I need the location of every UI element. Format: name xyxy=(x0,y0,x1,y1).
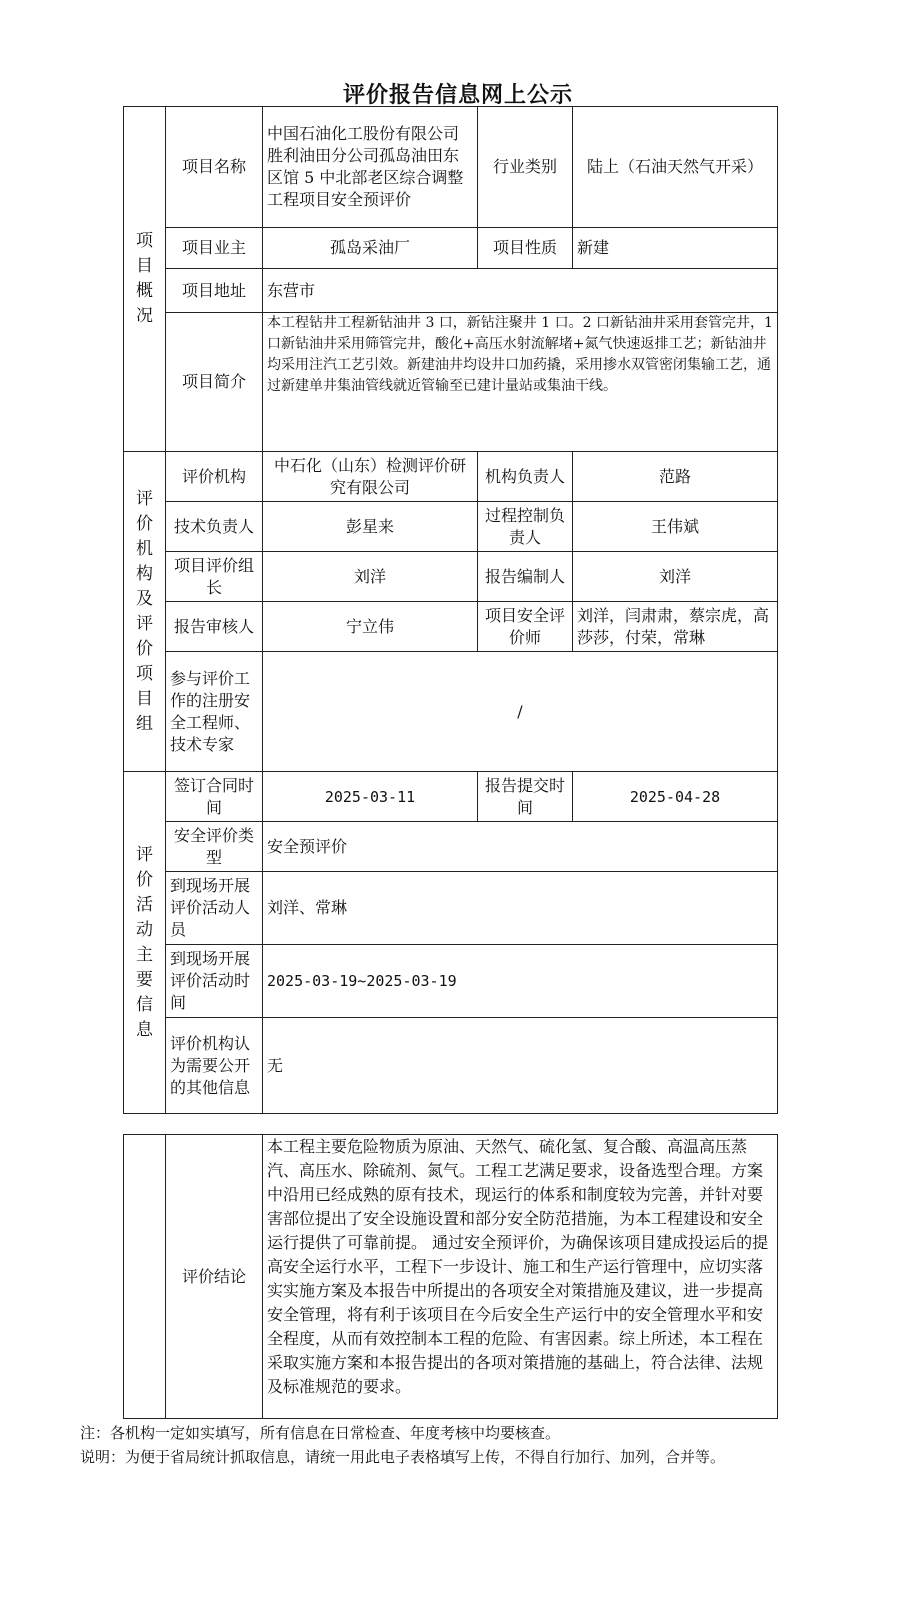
industry-value: 陆上（石油天然气开采） xyxy=(573,107,778,228)
safety-assessor-value: 刘洋，闫肃肃，蔡宗虎，高莎莎，付荣，常琳 xyxy=(573,602,778,652)
conclusion-table xyxy=(123,1134,778,1419)
report-writer-label: 报告编制人 xyxy=(478,552,573,602)
note-text: 注：各机构一定如实填写，所有信息在日常检查、年度考核中均要核查。 xyxy=(80,1424,561,1442)
engineers-value: / xyxy=(263,652,778,772)
submit-date-label: 报告提交时间 xyxy=(478,772,573,822)
onsite-time-value: 2025-03-19~2025-03-19 xyxy=(263,945,778,1018)
tech-head-value: 彭星来 xyxy=(263,502,478,552)
report-writer-value: 刘洋 xyxy=(573,552,778,602)
project-name-value: 中国石油化工股份有限公司胜利油田分公司孤岛油田东区馆 5 中北部老区综合调整工程项目安全预评价 xyxy=(263,107,478,228)
intro-value: 本工程钻井工程新钻油井 3 口，新钻注聚井 1 口。2 口新钻油井采用套管完井，1 口新钻油井采用筛管完井，酸化+高压水射流解堵+氮气快速返排工艺；新钻油井均采用注汽工艺引效。新建油井均设井口加药撬，采用掺水双管密闭集输工艺，通过新建单井集油管线就近管输至已建计量站或集油干线。 xyxy=(263,313,778,452)
assessment-type-value: 安全预评价 xyxy=(263,822,778,872)
nature-label: 项目性质 xyxy=(478,228,573,269)
page-title: 评价报告信息网上公示 xyxy=(342,82,573,108)
project-name-label: 项目名称 xyxy=(166,107,263,228)
other-info-value: 无 xyxy=(263,1018,778,1114)
tech-head-label: 技术负责人 xyxy=(166,502,263,552)
address-value: 东营市 xyxy=(263,269,778,313)
main-info-table xyxy=(123,106,778,1114)
section-org: 评价机构及评价项目组 xyxy=(124,452,166,772)
agency-value: 中石化（山东）检测评价研究有限公司 xyxy=(263,452,478,502)
assessment-type-label: 安全评价类型 xyxy=(166,822,263,872)
report-reviewer-value: 宁立伟 xyxy=(263,602,478,652)
owner-value: 孤岛采油厂 xyxy=(263,228,478,269)
report-reviewer-label: 报告审核人 xyxy=(166,602,263,652)
nature-value: 新建 xyxy=(573,228,778,269)
other-info-label: 评价机构认为需要公开的其他信息 xyxy=(166,1018,263,1114)
engineers-label: 参与评价工作的注册安全工程师、技术专家 xyxy=(166,652,263,772)
agency-head-label: 机构负责人 xyxy=(478,452,573,502)
conclusion-label: 评价结论 xyxy=(166,1135,263,1419)
process-control-value: 王伟斌 xyxy=(573,502,778,552)
team-leader-value: 刘洋 xyxy=(263,552,478,602)
contract-date-value: 2025-03-11 xyxy=(263,772,478,822)
section-overview: 项目概况 xyxy=(124,107,166,452)
conclusion-value: 本工程主要危险物质为原油、天然气、硫化氢、复合酸、高温高压蒸汽、高压水、除硫剂、氮气。工程工艺满足要求，设备选型合理。方案中沿用已经成熟的原有技术，现运行的体系和制度较为完善，并针对要害部位提出了安全设施设置和部分安全防范措施，为本工程建设和安全运行提供了可靠前提。 通过安全预评价，为确保该项目建成投运后的提高安全运行水平，工程下一步设计、施工和生产运行管理中，应切实落实实施方案及本报告中所提出的各项安全对策措施及建议，进一步提高安全管理，将有利于该项目在今后安全生产运行中的安全管理水平和安全程度，从而有效控制本工程的危险、有害因素。综上所述，本工程在采取实施方案和本报告提出的各项对策措施的基础上，符合法律、法规及标准规范的要求。 xyxy=(263,1135,778,1419)
agency-label: 评价机构 xyxy=(166,452,263,502)
section-activity: 评价活动主要信息 xyxy=(124,772,166,1114)
onsite-time-label: 到现场开展评价活动时间 xyxy=(166,945,263,1018)
intro-label: 项目简介 xyxy=(166,313,263,452)
industry-label: 行业类别 xyxy=(478,107,573,228)
explain-text: 说明：为便于省局统计抓取信息，请统一用此电子表格填写上传，不得自行加行、加列，合并等。 xyxy=(80,1448,726,1466)
submit-date-value: 2025-04-28 xyxy=(573,772,778,822)
onsite-people-label: 到现场开展评价活动人员 xyxy=(166,872,263,945)
safety-assessor-label: 项目安全评价师 xyxy=(478,602,573,652)
process-control-label: 过程控制负责人 xyxy=(478,502,573,552)
owner-label: 项目业主 xyxy=(166,228,263,269)
contract-date-label: 签订合同时间 xyxy=(166,772,263,822)
onsite-people-value: 刘洋、常琳 xyxy=(263,872,778,945)
agency-head-value: 范路 xyxy=(573,452,778,502)
conclusion-blank-cell xyxy=(124,1135,166,1419)
team-leader-label: 项目评价组长 xyxy=(166,552,263,602)
address-label: 项目地址 xyxy=(166,269,263,313)
